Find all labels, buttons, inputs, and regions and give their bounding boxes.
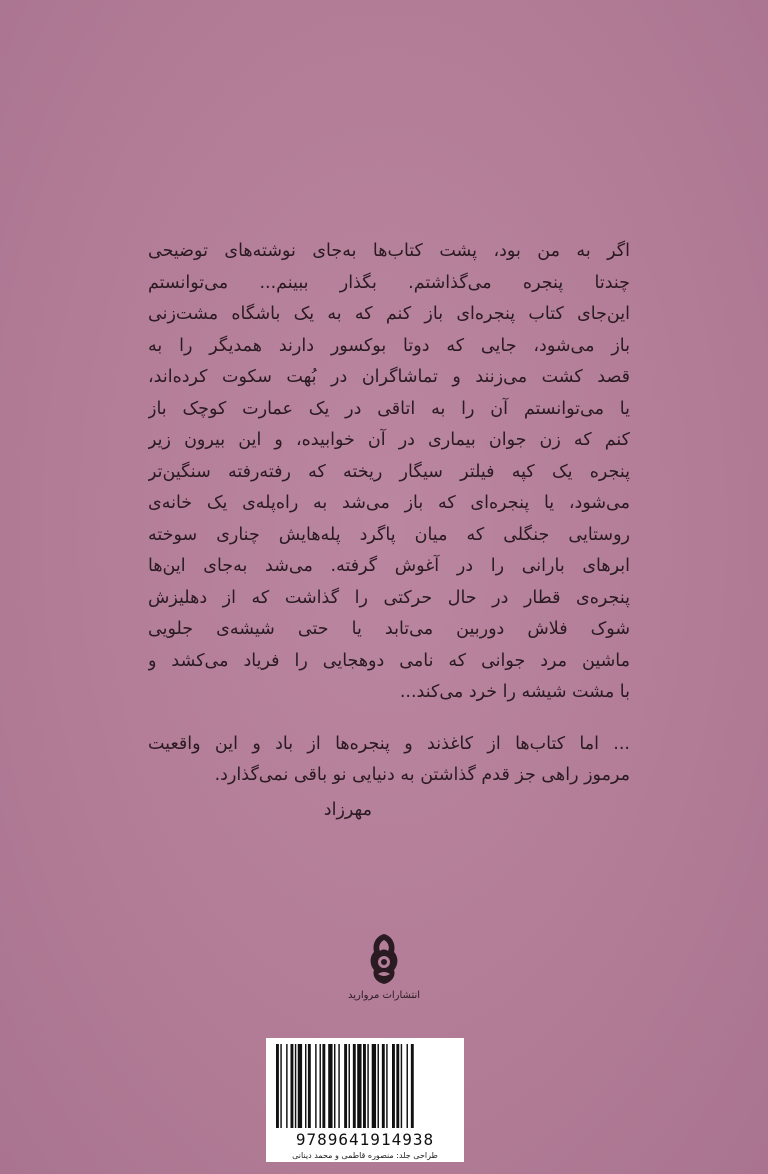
barcode-bar xyxy=(344,1044,347,1128)
barcode-bar xyxy=(367,1044,368,1128)
barcode-bar xyxy=(396,1044,399,1128)
blurb-line: مرموز راهی جز قدم گذاشتن به دنیایی نو باقی نمی‌گذارد. xyxy=(214,765,630,785)
barcode-bar xyxy=(401,1044,402,1128)
barcode-bar xyxy=(357,1044,361,1128)
barcode-bar xyxy=(298,1044,302,1128)
barcode-bar xyxy=(308,1044,311,1128)
publisher-name: انتشارات مروارید xyxy=(347,990,421,1001)
blurb-line: روستایی جنگلی که میان پاگرد پله‌هایش چناری سوخته xyxy=(148,524,630,545)
barcode-bar xyxy=(411,1044,414,1128)
barcode-bar xyxy=(353,1044,356,1128)
barcode-bar xyxy=(392,1044,395,1128)
blurb-text xyxy=(148,236,630,792)
barcode-bar xyxy=(286,1044,287,1128)
barcode-bar xyxy=(378,1044,379,1128)
blurb-line: یا می‌توانستم آن را به اتاقی در یک عمارت کوچک باز xyxy=(148,398,630,419)
blurb-line: باز می‌شود، جایی که دوتا بوکسور دارند همدیگر را به xyxy=(148,335,630,356)
blurb-paragraph-1 xyxy=(148,236,630,709)
barcode-bar xyxy=(328,1044,332,1128)
blurb-line: پنجره‌ی قطار در حال حرکتی را گذاشت که از دهلیزش xyxy=(148,587,630,608)
cover-design-credits: طراحی جلد: منصوره قاطمی و محمد دینانی xyxy=(292,1151,438,1160)
bird-logo-icon xyxy=(366,932,402,988)
blurb-line: کنم که زن جوان بیماری در آن خوابیده، و این بیرون زیر xyxy=(148,430,630,450)
blurb-line: می‌شود، یا پنجره‌ای که باز می‌شد به راه‌پله‌ی یک خانه‌ی xyxy=(148,493,630,513)
barcode-bar xyxy=(372,1044,376,1128)
barcode-label xyxy=(266,1038,464,1162)
barcode-bar xyxy=(386,1044,387,1128)
blurb-paragraph-2 xyxy=(148,729,630,792)
blurb-line: این‌جای کتاب پنجره‌ای باز کنم که به یک باشگاه مشت‌زنی xyxy=(148,304,630,324)
isbn-number: 9789641914938 xyxy=(295,1130,435,1149)
barcode-bar xyxy=(320,1044,321,1128)
blurb-line: ... اما کتاب‌ها از کاغذند و پنجره‌ها از باد و این واقعیت xyxy=(148,733,630,754)
barcode-bar xyxy=(280,1044,281,1128)
barcode-bar xyxy=(334,1044,335,1128)
barcode-bar xyxy=(276,1044,279,1128)
blurb-line: ابرهای بارانی را در آغوش گرفته. می‌شد به‌جای این‌ها xyxy=(148,556,630,576)
barcode-bar xyxy=(407,1044,408,1128)
blurb-line: قصد کشت می‌زنند و تماشاگران در بُهت سکوت کرده‌اند، xyxy=(148,367,630,387)
barcode-bar xyxy=(349,1044,350,1128)
blurb-line: شوک فلاش دوربین می‌تابد یا حتی شیشه‌ی جلویی xyxy=(148,619,630,639)
blurb-line: پنجره یک کپه فیلتر سیگار ریخته که رفته‌رفته سنگین‌تر xyxy=(148,461,630,482)
publisher-logo xyxy=(344,932,424,1028)
barcode-bar xyxy=(363,1044,366,1128)
blurb-line: ماشین مرد جوانی که نامی دوهجایی را فریاد می‌کشد و xyxy=(148,650,630,671)
barcode-bar xyxy=(291,1044,294,1128)
barcode-bar xyxy=(338,1044,339,1128)
barcode-icon xyxy=(274,1044,456,1128)
barcode-bar xyxy=(295,1044,296,1128)
blurb-line: اگر به من بود، پشت کتاب‌ها به‌جای نوشته‌های توضیحی xyxy=(148,241,630,261)
barcode-bar xyxy=(322,1044,325,1128)
blurb-line: چندتا پنجره می‌گذاشتم. بگذار ببینم... می‌توانستم xyxy=(148,272,630,293)
barcode-bar xyxy=(315,1044,316,1128)
barcode-bar xyxy=(382,1044,385,1128)
author-signature: مهرزاد xyxy=(323,800,372,820)
blurb-line: با مشت شیشه را خرد می‌کند... xyxy=(399,682,630,702)
barcode-bar xyxy=(305,1044,306,1128)
